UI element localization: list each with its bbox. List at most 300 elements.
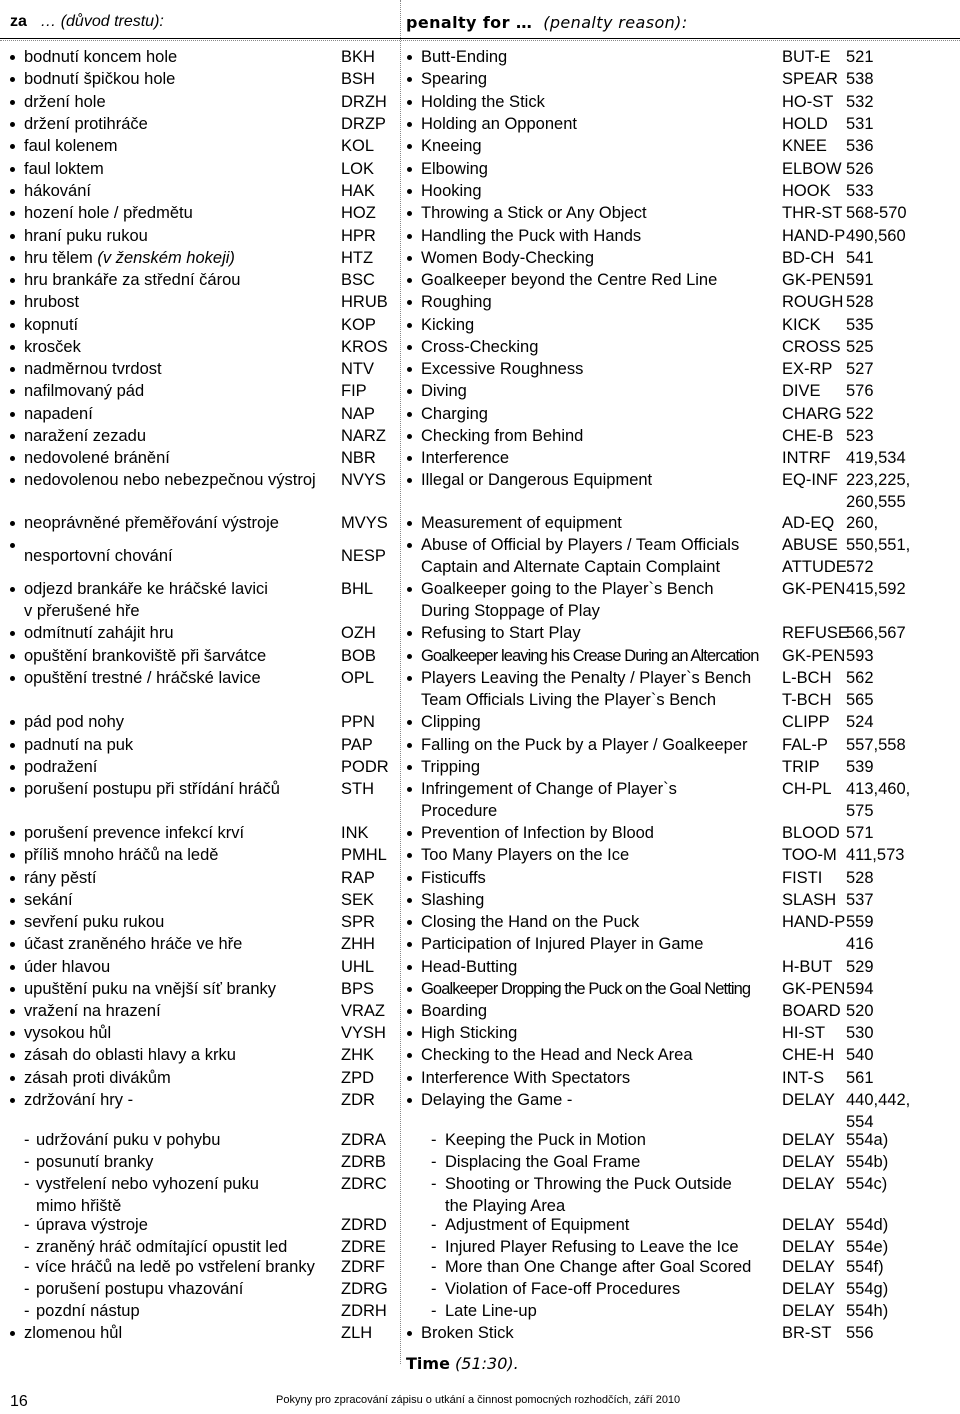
penalty-code-en <box>782 1278 835 1300</box>
penalty-code-cz: INK <box>341 824 369 842</box>
penalty-name-en-text: Holding an Opponent <box>421 115 577 133</box>
rule-number-text: 522 <box>846 405 874 423</box>
penalty-name-cz <box>24 778 336 800</box>
bullet-icon <box>10 831 15 836</box>
penalty-code-en <box>782 403 842 425</box>
penalty-code-en-line2: T-BCH <box>782 691 832 709</box>
penalty-code-en-text: CROSS <box>782 338 841 356</box>
penalty-name-en <box>421 1067 777 1089</box>
bullet-icon <box>10 1009 15 1014</box>
rule-number-text: 521 <box>846 48 874 66</box>
penalty-code-cz: NAP <box>341 405 375 423</box>
bullet-icon <box>407 543 412 548</box>
penalty-code-cz: NVYS <box>341 471 386 489</box>
penalty-name-cz <box>24 135 336 157</box>
penalty-code-en-text: HOOK <box>782 182 831 200</box>
bullet-icon <box>10 521 15 526</box>
penalty-code-en <box>782 291 843 313</box>
penalty-name-en-text: Interference <box>421 449 510 467</box>
bullet-icon <box>407 965 412 970</box>
penalty-code-en-text: SPEAR <box>782 70 838 88</box>
rule-number <box>846 911 874 933</box>
penalty-code-en-text: TOO-M <box>782 846 837 864</box>
penalty-code-en-text: HAND-P <box>782 227 846 245</box>
penalty-name-cz-text: nadměrnou tvrdost <box>24 360 162 378</box>
penalty-name-cz-text: sevření puku rukou <box>24 913 165 931</box>
penalty-code-cz: ZHK <box>341 1046 374 1064</box>
bullet-icon <box>407 234 412 239</box>
penalty-name-cz <box>24 1089 336 1111</box>
penalty-code-en-text: DELAY <box>782 1175 835 1193</box>
rule-number <box>846 202 907 224</box>
penalty-name-cz-text: nedovolenou nebo nebezpečnou výstroj <box>24 471 316 489</box>
dash-marker: - <box>431 1175 437 1193</box>
penalty-name-en-text: Fisticuffs <box>421 869 486 887</box>
penalty-code-en-text: H-BUT <box>782 958 833 976</box>
penalty-name-cz <box>24 225 336 247</box>
rule-number-text: 554c) <box>846 1175 888 1193</box>
bullet-icon <box>10 234 15 239</box>
penalty-name-cz <box>24 1322 336 1344</box>
rule-number-text: 535 <box>846 316 874 334</box>
penalty-name-en <box>421 68 777 90</box>
rule-number <box>846 778 910 822</box>
rule-number-text: 562 <box>846 669 874 687</box>
rule-number-text: 561 <box>846 1069 874 1087</box>
bullet-icon <box>10 345 15 350</box>
rule-number-text: 536 <box>846 137 874 155</box>
penalty-name-en-text: Elbowing <box>421 160 488 178</box>
header-rule <box>0 38 960 39</box>
penalty-name-en-text: Interference With Spectators <box>421 1069 631 1087</box>
penalty-name-cz-text: hození hole / předmětu <box>24 204 193 222</box>
penalty-code-cz: NESP <box>341 547 386 565</box>
penalty-name-en-text: Prevention of Infection by Blood <box>421 824 654 842</box>
penalty-code-en-text: ROUGH <box>782 293 844 311</box>
rule-number <box>846 247 874 269</box>
penalty-code-en <box>782 447 831 469</box>
penalty-name-en-text: Goalkeeper Dropping the Puck on the Goal Netting <box>421 980 751 998</box>
penalty-name-cz-text: účast zraněného hráče ve hře <box>24 935 243 953</box>
rule-number <box>846 358 874 380</box>
penalty-code-en <box>782 113 828 135</box>
penalty-name-en <box>421 734 777 756</box>
penalty-code-en <box>782 534 847 578</box>
rule-number <box>846 1022 874 1044</box>
penalty-code-en-text: EX-RP <box>782 360 833 378</box>
penalty-code-en-text: BD-CH <box>782 249 835 267</box>
rule-number-text: 554g) <box>846 1280 889 1298</box>
bullet-icon <box>10 122 15 127</box>
bullet-icon <box>407 1031 412 1036</box>
penalty-name-cz <box>24 91 336 113</box>
penalty-name-cz-text: kopnutí <box>24 316 79 334</box>
bullet-icon <box>407 412 412 417</box>
rule-number-line2: 572 <box>846 558 874 576</box>
penalty-name-en <box>421 1044 777 1066</box>
rule-number-text: 559 <box>846 913 874 931</box>
penalty-name-en <box>421 469 777 491</box>
penalty-name-en-text: Tripping <box>421 758 480 776</box>
penalty-name-cz-text: hákování <box>24 182 91 200</box>
rule-number <box>846 1129 888 1151</box>
rule-number-text: 538 <box>846 70 874 88</box>
rule-number <box>846 113 874 135</box>
header-right-bold: penalty for … <box>406 12 533 32</box>
penalty-name-en-text: Goalkeeper going to the Player`s Bench <box>421 580 714 598</box>
penalty-code-cz: ZPD <box>341 1069 374 1087</box>
penalty-code-en <box>782 1214 835 1236</box>
penalty-name-cz <box>36 1151 348 1173</box>
penalty-name-en <box>421 91 777 113</box>
penalty-code-cz: OZH <box>341 624 376 642</box>
penalty-code-en <box>782 247 834 269</box>
penalty-code-en <box>782 380 821 402</box>
penalty-name-cz <box>24 314 336 336</box>
penalty-name-cz <box>24 68 336 90</box>
penalty-name-en <box>421 113 777 135</box>
penalty-code-cz: MVYS <box>341 514 388 532</box>
penalty-code-cz: NBR <box>341 449 376 467</box>
bullet-icon <box>10 100 15 105</box>
penalty-name-en <box>421 314 777 336</box>
penalty-name-cz <box>24 202 336 224</box>
rule-number <box>846 1236 888 1258</box>
rule-number <box>846 622 906 644</box>
penalty-code-cz: ZDRG <box>341 1280 388 1298</box>
rule-number-text: 524 <box>846 713 874 731</box>
penalty-code-en <box>782 867 822 889</box>
penalty-name-cz <box>24 734 336 756</box>
penalty-name-en-text: Too Many Players on the Ice <box>421 846 630 864</box>
rule-number <box>846 447 906 469</box>
penalty-code-en-text: DIVE <box>782 382 821 400</box>
penalty-code-cz: OPL <box>341 669 375 687</box>
rule-number-text: 576 <box>846 382 874 400</box>
penalty-name-en-text: Checking from Behind <box>421 427 584 445</box>
penalty-code-en-text: CHE-H <box>782 1046 835 1064</box>
rule-number-text: 566,567 <box>846 624 906 642</box>
penalty-name-en-text: Injured Player Refusing to Leave the Ice <box>445 1238 739 1256</box>
penalty-code-cz: ZLH <box>341 1324 373 1342</box>
penalty-name-cz-text: zdržování hry - <box>24 1091 134 1109</box>
penalty-name-en <box>421 711 777 733</box>
penalty-code-en-text: L-BCH <box>782 669 832 687</box>
penalty-name-cz-text: neoprávněné přeměřování výstroje <box>24 514 279 532</box>
penalty-name-cz-text: zásah do oblasti hlavy a krku <box>24 1046 236 1064</box>
bullet-icon <box>10 55 15 60</box>
bullet-icon <box>10 189 15 194</box>
bullet-icon <box>407 256 412 261</box>
penalty-name-cz <box>24 380 336 402</box>
rule-number-line2: 565 <box>846 691 874 709</box>
penalty-name-en-text: Slashing <box>421 891 485 909</box>
bullet-icon <box>407 144 412 149</box>
penalty-name-cz-text: bodnutí koncem hole <box>24 48 178 66</box>
rule-number-text: 260, <box>846 514 879 532</box>
penalty-name-en <box>421 534 777 578</box>
penalty-name-en <box>421 933 777 955</box>
bullet-icon <box>10 1053 15 1058</box>
bullet-icon <box>407 720 412 725</box>
dash-marker: - <box>431 1258 437 1276</box>
bullet-icon <box>407 876 412 881</box>
penalty-name-cz <box>24 1067 336 1089</box>
bullet-icon <box>10 654 15 659</box>
penalty-code-en <box>782 1089 835 1111</box>
penalty-name-en-text: Displacing the Goal Frame <box>445 1153 641 1171</box>
penalty-code-cz: ZDRH <box>341 1302 387 1320</box>
bullet-icon <box>407 987 412 992</box>
bullet-icon <box>407 631 412 636</box>
rule-number-text: 413,460, <box>846 780 911 798</box>
bullet-icon <box>407 100 412 105</box>
penalty-name-en-text: Players Leaving the Penalty / Player`s Bench <box>421 669 752 687</box>
penalty-code-en <box>782 1300 835 1322</box>
penalty-name-en <box>421 867 777 889</box>
bullet-icon <box>10 478 15 483</box>
penalty-code-en <box>782 180 831 202</box>
penalty-name-cz <box>36 1129 348 1151</box>
penalty-name-en <box>445 1236 801 1258</box>
penalty-name-cz-text: příliš mnoho hráčů na ledě <box>24 846 219 864</box>
rule-number-text: 571 <box>846 824 874 842</box>
penalty-name-cz-text: pád pod nohy <box>24 713 125 731</box>
penalty-code-en-text: DELAY <box>782 1238 835 1256</box>
penalty-name-cz <box>24 711 336 733</box>
penalty-code-cz: SEK <box>341 891 375 909</box>
rule-number <box>846 91 874 113</box>
penalty-name-cz <box>36 1300 348 1322</box>
penalty-code-cz: ZDRE <box>341 1238 386 1256</box>
penalty-code-en <box>782 889 836 911</box>
penalty-code-cz: STH <box>341 780 374 798</box>
penalty-name-en-text: Refusing to Start Play <box>421 624 581 642</box>
penalty-code-cz: LOK <box>341 160 375 178</box>
penalty-name-en <box>421 158 777 180</box>
penalty-name-cz <box>24 1022 336 1044</box>
penalty-name-en-text: Delaying the Game - <box>421 1091 573 1109</box>
rule-number-text: 550,551, <box>846 536 911 554</box>
penalty-name-cz <box>24 1000 336 1022</box>
column-divider <box>400 0 401 1364</box>
bullet-icon <box>10 1331 15 1336</box>
penalty-code-en <box>782 512 834 534</box>
rule-number-text: 440,442, <box>846 1091 911 1109</box>
penalty-code-cz: DRZH <box>341 93 387 111</box>
rule-number-text: 533 <box>846 182 874 200</box>
bullet-icon <box>407 434 412 439</box>
rule-number-text: 419,534 <box>846 449 906 467</box>
bullet-icon <box>10 676 15 681</box>
penalty-name-cz <box>24 447 336 469</box>
bullet-icon <box>407 456 412 461</box>
bullet-icon <box>407 1331 412 1336</box>
time-italic: (51:30). <box>455 1354 519 1373</box>
penalty-name-cz-text: porušení postupu vhazování <box>36 1280 244 1298</box>
header-dotted-rule <box>0 40 960 41</box>
penalty-code-en <box>782 622 849 644</box>
penalty-name-cz <box>24 622 336 644</box>
bullet-icon <box>407 478 412 483</box>
bullet-icon <box>407 654 412 659</box>
penalty-name-cz-text: rány pěstí <box>24 869 97 887</box>
penalty-code-cz: ZDRF <box>341 1258 385 1276</box>
rule-number <box>846 933 874 955</box>
penalty-code-cz: PODR <box>341 758 389 776</box>
penalty-name-en <box>445 1173 801 1217</box>
penalty-name-en <box>421 291 777 313</box>
bullet-icon <box>407 942 412 947</box>
penalty-code-en-text: CHE-B <box>782 427 834 445</box>
penalty-name-cz <box>24 578 336 622</box>
rule-number-text: 526 <box>846 160 874 178</box>
penalty-name-cz-text: zraněný hráč odmítající opustit led <box>36 1238 288 1256</box>
penalty-name-cz-text: hrubost <box>24 293 80 311</box>
penalty-code-en <box>782 91 833 113</box>
penalty-code-en-text: INTRF <box>782 449 831 467</box>
penalty-code-en <box>782 956 832 978</box>
penalty-name-en-text: Keeping the Puck in Motion <box>445 1131 646 1149</box>
dash-marker: - <box>24 1216 30 1234</box>
rule-number-text: 490,560 <box>846 227 906 245</box>
penalty-name-cz-text: odmítnutí zahájit hru <box>24 624 174 642</box>
penalty-name-en-text: Charging <box>421 405 488 423</box>
penalty-code-en-text: DELAY <box>782 1302 835 1320</box>
bullet-icon <box>10 278 15 283</box>
penalty-name-en <box>445 1300 801 1322</box>
penalty-code-en-text: TRIP <box>782 758 820 776</box>
penalty-name-en <box>421 956 777 978</box>
bullet-icon <box>407 1098 412 1103</box>
rule-number <box>846 225 906 247</box>
rule-number <box>846 1151 888 1173</box>
penalty-code-en-text: DELAY <box>782 1091 835 1109</box>
penalty-name-en <box>421 756 777 778</box>
rule-number <box>846 1067 874 1089</box>
penalty-name-en <box>445 1129 801 1151</box>
header-right-italic: (penalty reason): <box>543 12 688 32</box>
penalty-code-cz: BHL <box>341 580 374 598</box>
penalty-code-cz: SPR <box>341 913 375 931</box>
header-left-bold: za <box>10 13 27 30</box>
penalty-name-cz-line2: mimo hřiště <box>36 1197 122 1215</box>
rule-number <box>846 314 874 336</box>
rule-number <box>846 1089 910 1133</box>
bullet-icon <box>10 367 15 372</box>
rule-number <box>846 844 904 866</box>
penalty-name-cz-text: opuštění brankoviště při šarvátce <box>24 647 267 665</box>
penalty-name-cz-note: (v ženském hokeji) <box>97 249 235 267</box>
penalty-name-en <box>421 1322 777 1344</box>
penalty-name-en <box>421 778 777 822</box>
penalty-code-cz: BPS <box>341 980 375 998</box>
penalty-name-en-text: Cross-Checking <box>421 338 539 356</box>
penalty-code-en <box>782 336 841 358</box>
penalty-name-cz <box>24 1044 336 1066</box>
penalty-code-en-text: KICK <box>782 316 821 334</box>
penalty-name-en-text: Diving <box>421 382 467 400</box>
penalty-name-en <box>421 622 777 644</box>
penalty-code-cz: HPR <box>341 227 376 245</box>
penalty-code-en-text: BR-ST <box>782 1324 832 1342</box>
dash-marker: - <box>431 1238 437 1256</box>
rule-number <box>846 1173 887 1195</box>
penalty-name-cz-text: padnutí na puk <box>24 736 134 754</box>
bullet-icon <box>10 965 15 970</box>
penalty-name-en-text: Measurement of equipment <box>421 514 622 532</box>
penalty-code-en-text: FISTI <box>782 869 823 887</box>
penalty-name-en <box>421 889 777 911</box>
penalty-name-cz-text: udržování puku v pohybu <box>36 1131 221 1149</box>
dash-marker: - <box>431 1302 437 1320</box>
penalty-name-cz-text: více hráčů na ledě po vstřelení branky <box>36 1258 315 1276</box>
bullet-icon <box>10 587 15 592</box>
penalty-name-en-line2: During Stoppage of Play <box>421 602 600 620</box>
penalty-name-en <box>421 135 777 157</box>
penalty-code-cz: KOP <box>341 316 376 334</box>
bullet-icon <box>407 55 412 60</box>
penalty-name-cz <box>36 1278 348 1300</box>
penalty-code-en <box>782 46 831 68</box>
penalty-name-cz <box>24 867 336 889</box>
penalty-name-cz <box>36 1256 348 1278</box>
rule-number <box>846 512 878 534</box>
rule-number-line2: 260,555 <box>846 493 906 511</box>
rule-number <box>846 1322 874 1344</box>
bullet-icon <box>407 1009 412 1014</box>
penalty-name-en <box>421 336 777 358</box>
bullet-icon <box>10 300 15 305</box>
rule-number <box>846 889 874 911</box>
bullet-icon <box>407 787 412 792</box>
rule-number <box>846 534 910 578</box>
penalty-name-en-text: Illegal or Dangerous Equipment <box>421 471 653 489</box>
rule-number <box>846 1000 874 1022</box>
penalty-name-en-text: Broken Stick <box>421 1324 514 1342</box>
penalty-code-en-text: AD-EQ <box>782 514 835 532</box>
rule-number-text: 531 <box>846 115 874 133</box>
penalty-name-cz <box>36 1173 348 1217</box>
penalty-code-cz: BKH <box>341 48 375 66</box>
rule-number-text: 541 <box>846 249 874 267</box>
penalty-name-cz <box>24 956 336 978</box>
rule-number <box>846 645 874 667</box>
bullet-icon <box>10 853 15 858</box>
rule-number-text: 554h) <box>846 1302 889 1320</box>
bullet-icon <box>407 676 412 681</box>
penalty-name-cz-text: porušení prevence infekcí krví <box>24 824 245 842</box>
rule-number-text: 554b) <box>846 1153 889 1171</box>
penalty-name-cz <box>24 158 336 180</box>
penalty-code-en <box>782 1322 832 1344</box>
penalty-name-en <box>421 978 777 1000</box>
time-bold: Time <box>406 1354 450 1373</box>
penalty-name-en <box>421 1022 777 1044</box>
penalty-code-en <box>782 1236 835 1258</box>
penalty-name-cz <box>24 291 336 313</box>
penalty-name-en-text: Participation of Injured Player in Game <box>421 935 704 953</box>
penalty-name-en <box>421 225 777 247</box>
penalty-code-en <box>782 358 832 380</box>
penalty-name-en-line2: Team Officials Living the Player`s Bench <box>421 691 716 709</box>
bullet-icon <box>407 587 412 592</box>
penalty-name-cz <box>24 358 336 380</box>
penalty-code-cz: NARZ <box>341 427 386 445</box>
rule-number-text: 527 <box>846 360 874 378</box>
bullet-icon <box>10 743 15 748</box>
penalty-name-cz-text: vražení na hrazení <box>24 1002 161 1020</box>
